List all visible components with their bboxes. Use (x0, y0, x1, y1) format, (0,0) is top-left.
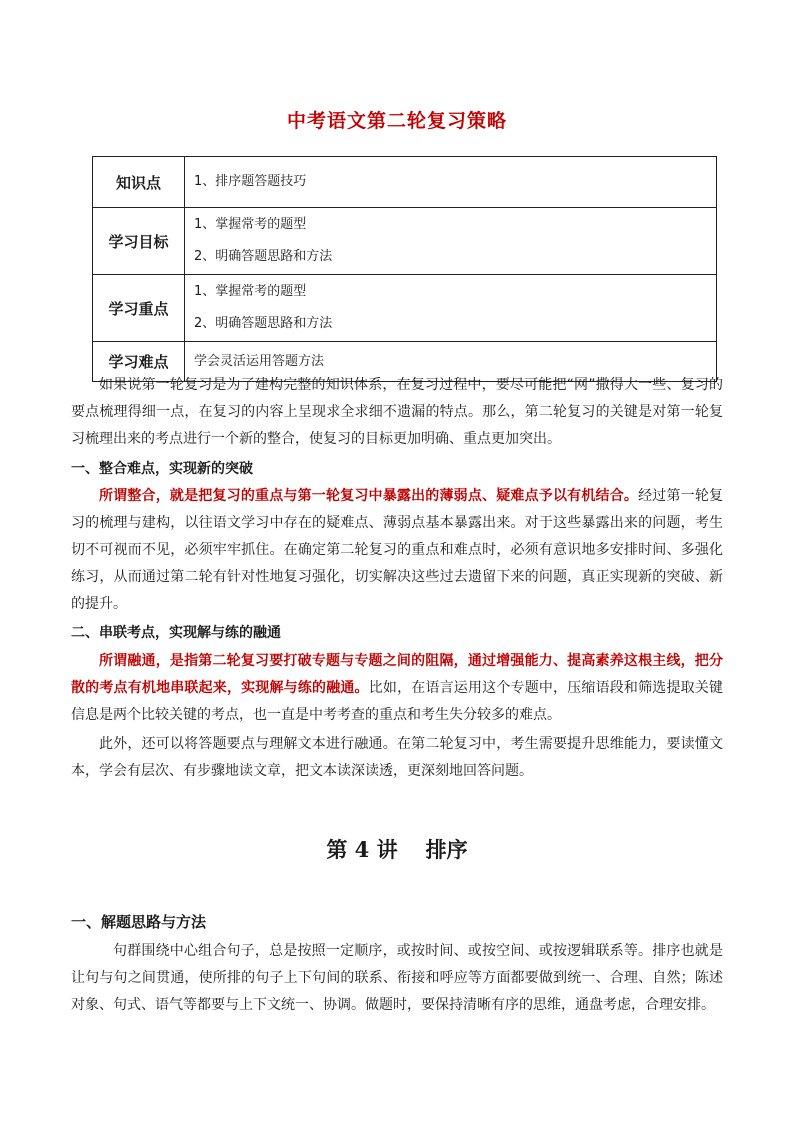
table-row (93, 275, 717, 342)
row-header-knowledge: 知识点 (93, 157, 185, 208)
key-definition: 所谓融通，是指第二轮复习要打破专题与专题之间的阻隔，通过增强能力、提高素养这根主线，把分散的考点有机地串联起来，实现解与练的融通。 (71, 653, 723, 696)
section-paragraph (71, 483, 723, 618)
row-header-goals: 学习目标 (93, 208, 185, 275)
row-content (185, 208, 717, 275)
row-content (185, 275, 717, 342)
row-header-focus: 学习重点 (93, 275, 185, 342)
paragraph-text: 经过第一轮复习的梳理与建构，以往语文学习中存在的疑难点、薄弱点基本暴露出来。对于这些暴露出来的问题，考生切不可视而不见，必须牢牢抓住。在确定第二轮复习的重点和难点时，必须有意识地多安排时间、多强化练习，从而通过第二轮有针对性地复习强化，切实解决这些过去遗留下来的问题，真正实现新的突破、新的提升。 (71, 488, 724, 612)
lecture-topic: 排序 (425, 837, 468, 862)
table-row (93, 157, 717, 208)
row-header-difficulty: 学习难点 (93, 342, 185, 382)
method-paragraph: 句群围绕中心组合句子，总是按照一定顺序，或按时间、或按空间、或按逻辑联系等。排序也就是让句与句之间贯通，使所排的句子上下句间的联系、衔接和呼应等方面都要做到统一、合理、自然；陈述对象、句式、语气等都要与上下文统一、协调。做题时，要保持清晰有序的思维，通盘考虑，合理安排。 (71, 943, 723, 1013)
key-definition: 所谓整合，就是把复习的重点与第一轮复习中暴露出的薄弱点、疑难点予以有机结合。 (99, 488, 639, 504)
paragraph-text: 比如，在语言运用这个专题中，压缩语段和筛选提取关键信息是两个比较关键的考点，也一直是中考考查的重点和考生失分较多的难点。 (71, 680, 723, 723)
table-row (93, 208, 717, 275)
intro-paragraph: 如果说第一轮复习是为了建构完整的知识体系，在复习过程中，要尽可能把“网”撒得大一些、复习的要点梳理得细一点，在复习的内容上呈现求全求细不遗漏的特点。那么，第二轮复习的关键是对第一轮复习梳理出来的考点进行一个新的整合，使复习的目标更加明确、重点更加突出。 (71, 377, 723, 447)
row-line: 2、明确答题思路和方法 (194, 249, 333, 264)
row-content (185, 157, 717, 208)
lesson-info-table (92, 156, 717, 382)
row-line: 1、掌握常考的题型 (194, 217, 307, 232)
section-heading: 二、串联考点，实现解与练的融通 (71, 625, 281, 641)
method-heading: 一、解题思路与方法 (71, 913, 207, 931)
row-line: 学会灵活运用答题方法 (194, 353, 325, 369)
document-title: 中考语文第二轮复习策略 (286, 110, 507, 132)
row-line: 1、掌握常考的题型 (194, 284, 307, 299)
section-paragraph: 此外，还可以将答题要点与理解文本进行融通。在第二轮复习中，考生需要提升思维能力，要读懂文本，学会有层次、有步骤地读文章，把文本读深读透，更深刻地回答问题。 (71, 736, 723, 779)
row-line: 2、明确答题思路和方法 (194, 316, 333, 331)
section-heading: 一、整合难点，实现新的突破 (71, 461, 253, 477)
lecture-title (0, 834, 794, 864)
lecture-number: 第 4 讲 (326, 837, 398, 862)
row-line: 1、排序题答题技巧 (194, 174, 307, 189)
section-paragraph (71, 648, 723, 729)
